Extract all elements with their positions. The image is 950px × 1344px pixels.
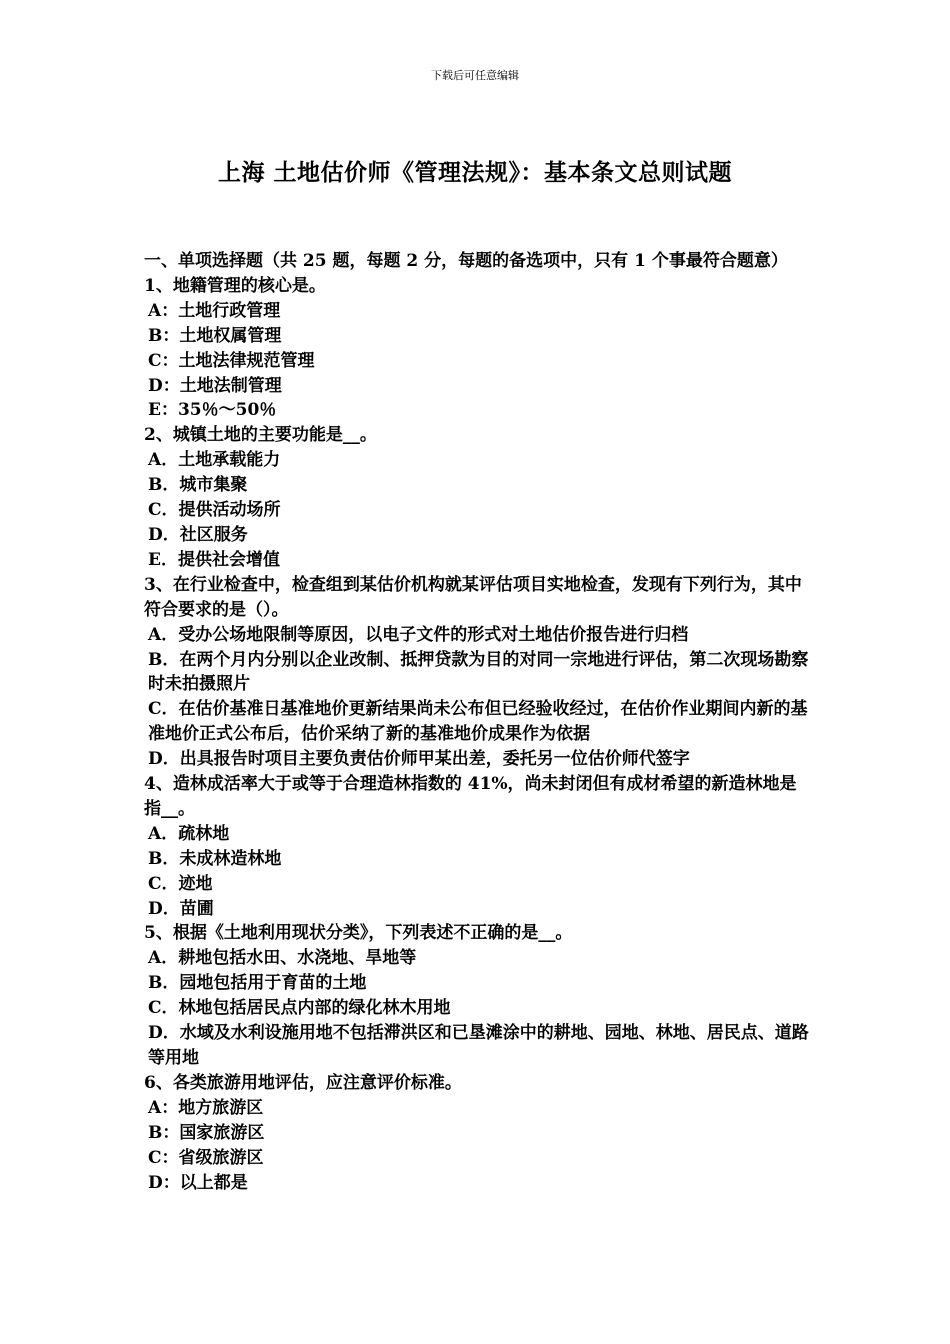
question-stem: 1、地籍管理的核心是。 xyxy=(144,275,326,296)
question-5 xyxy=(144,921,809,1070)
option-d: D：以上都是 xyxy=(148,1172,248,1193)
option-c: C．在估价基准日基准地价更新结果尚未公布但已经验收经过，在估价作业期间内新的基准地价正式公布后，估价采纳了新的基准地价成果作为依据 xyxy=(148,699,808,745)
option-b: B．城市集聚 xyxy=(148,475,248,496)
option-d: D．水域及水利设施用地不包括滞洪区和已垦滩涂中的耕地、园地、林地、居民点、道路等用地 xyxy=(148,1023,809,1068)
option-c: C：省级旅游区 xyxy=(148,1147,264,1168)
question-1 xyxy=(144,274,809,423)
option-e: E．提供社会增值 xyxy=(148,549,280,570)
option-d: D：土地法制管理 xyxy=(148,375,282,396)
question-stem: 4、造林成活率大于或等于合理造林指数的 41%，尚未封闭但有成材希望的新造林地是指__。 xyxy=(144,774,797,819)
document-title: 上海 土地估价师《管理法规》：基本条文总则试题 xyxy=(217,159,732,186)
option-a: A：地方旅游区 xyxy=(148,1097,264,1118)
option-d: D．社区服务 xyxy=(148,524,248,545)
section-heading: 一、单项选择题（共 25 题，每题 2 分，每题的备选项中，只有 1 个事最符合题意） xyxy=(144,251,788,271)
question-stem: 5、根据《土地利用现状分类》，下列表述不正确的是__。 xyxy=(144,923,573,944)
option-a: A．耕地包括水田、水浇地、旱地等 xyxy=(148,948,417,969)
question-2 xyxy=(144,423,809,572)
option-b: B．园地包括用于育苗的土地 xyxy=(148,973,367,994)
option-d: D．出具报告时项目主要负责估价师甲某出差，委托另一位估价师代签字 xyxy=(148,749,690,770)
question-4 xyxy=(144,772,809,921)
option-e: E：35％～50％ xyxy=(148,400,277,421)
option-b: B：土地权属管理 xyxy=(148,325,282,346)
option-c: C．迹地 xyxy=(148,873,213,894)
document-body xyxy=(144,249,809,1195)
option-c: C．林地包括居民点内部的绿化林木用地 xyxy=(148,998,451,1019)
option-a: A．受办公场地限制等原因，以电子文件的形式对土地估价报告进行归档 xyxy=(148,624,689,645)
question-stem: 3、在行业检查中，检查组到某估价机构就某评估项目实地检查，发现有下列行为，其中符合要求的是（）。 xyxy=(144,574,802,620)
option-b: B．在两个月内分别以企业改制、抵押贷款为目的对同一宗地进行评估，第二次现场勘察时未拍摄照片 xyxy=(148,649,809,695)
option-a: A．土地承载能力 xyxy=(148,450,281,471)
option-c: C．提供活动场所 xyxy=(148,500,281,521)
header-note: 下载后可任意编辑 xyxy=(431,69,519,82)
question-6 xyxy=(144,1071,809,1196)
option-b: B：国家旅游区 xyxy=(148,1122,265,1143)
option-d: D．苗圃 xyxy=(148,898,214,919)
option-a: A：土地行政管理 xyxy=(148,300,281,321)
question-stem: 6、各类旅游用地评估，应注意评价标准。 xyxy=(144,1072,462,1093)
option-c: C：土地法律规范管理 xyxy=(148,350,315,371)
option-a: A．疏林地 xyxy=(148,823,230,844)
option-b: B．未成林造林地 xyxy=(148,848,282,869)
question-3 xyxy=(144,573,809,772)
question-stem: 2、城镇土地的主要功能是__。 xyxy=(144,425,377,446)
